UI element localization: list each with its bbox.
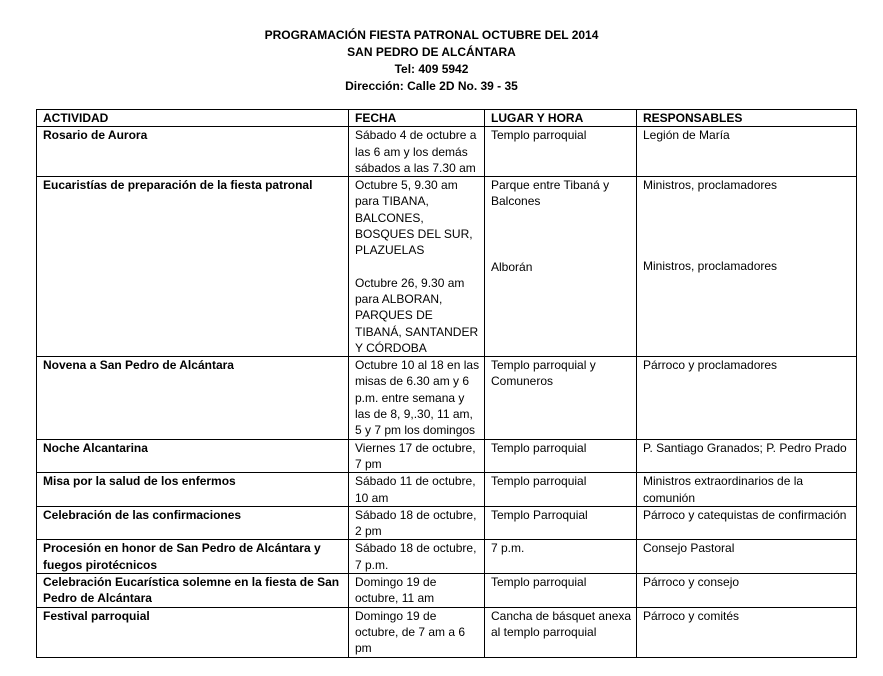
cell-fecha: Sábado 18 de octubre, 2 pm [349,506,485,540]
cell-actividad: Celebración de las confirmaciones [37,506,349,540]
cell-lugar: 7 p.m. [485,540,637,574]
cell-lugar: Cancha de básquet anexa al templo parroquial [485,607,637,657]
table-row [37,607,857,657]
cell-fecha: Viernes 17 de octubre, 7 pm [349,439,485,473]
cell-fecha: Domingo 19 de octubre, de 7 am a 6 pm [349,607,485,657]
cell-fecha-part: Octubre 5, 9.30 am para TIBANA, BALCONES, BOSQUES DEL SUR, PLAZUELAS [355,178,473,258]
cell-responsables: Consejo Pastoral [637,540,857,574]
table-row [37,127,857,177]
cell-responsables: P. Santiago Granados; P. Pedro Prado [637,439,857,473]
column-header-lugar: LUGAR Y HORA [485,110,637,127]
table-row [37,506,857,540]
cell-responsables-part: Ministros, proclamadores [643,259,778,274]
cell-fecha-part: Octubre 26, 9.30 am para ALBORAN, PARQUES DE TIBANÁ, SANTANDER Y CÓRDOBA [355,275,479,355]
cell-lugar: Templo parroquial y Comuneros [485,357,637,439]
column-header-actividad: ACTIVIDAD [37,110,349,127]
cell-actividad: Misa por la salud de los enfermos [37,473,349,507]
cell-responsables [637,177,857,357]
cell-responsables: Párroco y consejo [637,574,857,608]
cell-fecha: Sábado 4 de octubre a las 6 am y los demás sábados a las 7.30 am [349,127,485,177]
table-row [37,473,857,507]
parish-name: SAN PEDRO DE ALCÁNTARA [347,45,516,59]
cell-lugar: Templo parroquial [485,473,637,507]
cell-fecha: Sábado 11 de octubre, 10 am [349,473,485,507]
cell-actividad: Novena a San Pedro de Alcántara [37,357,349,439]
cell-lugar: Templo parroquial [485,574,637,608]
cell-lugar: Templo parroquial [485,439,637,473]
cell-actividad: Procesión en honor de San Pedro de Alcántara y fuegos pirotécnicos [37,540,349,574]
address: Dirección: Calle 2D No. 39 - 35 [345,79,518,93]
cell-fecha [349,177,485,357]
cell-lugar-part: Alborán [491,259,533,274]
cell-responsables: Párroco y catequistas de confirmación [637,506,857,540]
cell-fecha: Domingo 19 de octubre, 11 am [349,574,485,608]
phone-number: Tel: 409 5942 [394,62,469,76]
column-header-responsables: RESPONSABLES [637,110,857,127]
cell-actividad: Noche Alcantarina [37,439,349,473]
cell-fecha: Sábado 18 de octubre, 7 p.m. [349,540,485,574]
cell-spacer [643,193,852,258]
cell-lugar: Templo Parroquial [485,506,637,540]
cell-actividad: Eucaristías de preparación de la fiesta patronal [37,177,349,357]
cell-actividad: Celebración Eucarística solemne en la fiesta de San Pedro de Alcántara [37,574,349,608]
cell-spacer [491,210,632,259]
cell-spacer [355,259,480,275]
schedule-table [36,109,857,658]
document-title: PROGRAMACIÓN FIESTA PATRONAL OCTUBRE DEL 2014 [264,28,599,42]
cell-responsables: Párroco y proclamadores [637,357,857,439]
cell-responsables: Párroco y comités [637,607,857,657]
column-header-fecha: FECHA [349,110,485,127]
document-header [0,27,863,95]
table-row [37,177,857,357]
cell-fecha: Octubre 10 al 18 en las misas de 6.30 am y 6 p.m. entre semana y las de 8, 9,.30, 11 am, 5 y 7 pm los domingos [349,357,485,439]
cell-actividad: Rosario de Aurora [37,127,349,177]
cell-responsables: Legión de María [637,127,857,177]
cell-responsables: Ministros extraordinarios de la comunión [637,473,857,507]
cell-lugar-part: Parque entre Tibaná y Balcones [491,178,610,209]
table-row [37,357,857,439]
table-header-row [37,110,857,127]
cell-responsables-part: Ministros, proclamadores [643,178,778,193]
cell-lugar: Templo parroquial [485,127,637,177]
cell-lugar [485,177,637,357]
cell-actividad: Festival parroquial [37,607,349,657]
table-row [37,574,857,608]
table-row [37,439,857,473]
table-row [37,540,857,574]
